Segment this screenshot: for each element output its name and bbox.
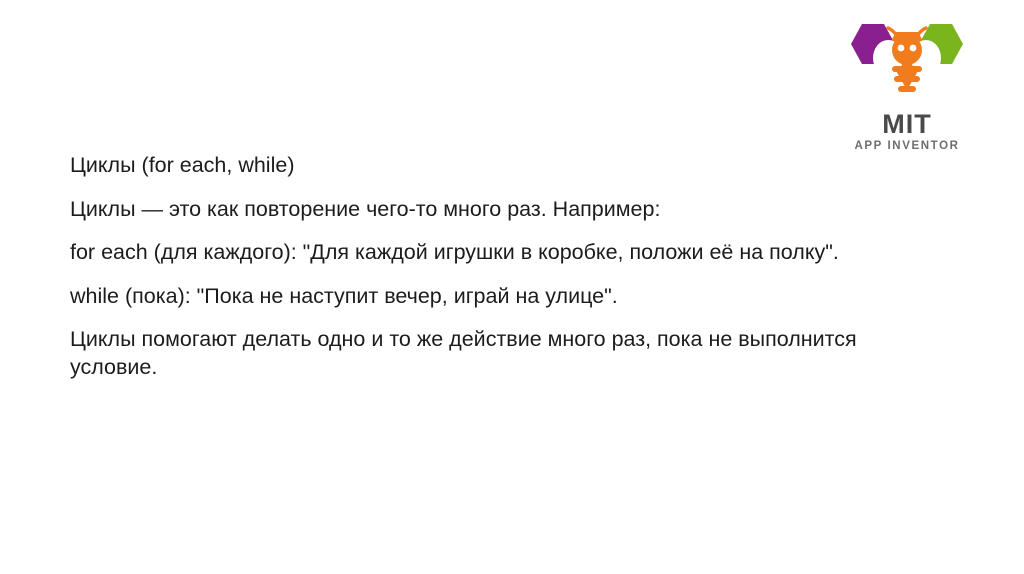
bee-stripe-1 bbox=[892, 66, 922, 72]
slide-heading: Циклы (for each, while) bbox=[70, 153, 295, 177]
slide-body bbox=[70, 152, 946, 381]
logo-title: MIT bbox=[882, 108, 932, 139]
mit-app-inventor-logo bbox=[832, 18, 982, 158]
paragraph-for-each: for each (для каждого): "Для каждой игрушки в коробке, положи её на полку". bbox=[70, 240, 839, 265]
bee-eye-left bbox=[898, 45, 905, 52]
logo-subtitle: APP INVENTOR bbox=[854, 139, 960, 152]
logo-wordmark bbox=[832, 108, 982, 153]
bee-stripe-3 bbox=[898, 86, 916, 92]
paragraph-summary: Циклы помогают делать одно и то же действие много раз, пока не выполнится условие. bbox=[70, 327, 857, 379]
bee-stripe-2 bbox=[894, 76, 920, 82]
bee-head bbox=[892, 35, 922, 65]
paragraph-while: while (пока): "Пока не наступит вечер, играй на улице". bbox=[70, 283, 618, 308]
bee-eye-right bbox=[910, 45, 917, 52]
paragraph-intro: Циклы — это как повторение чего-то много раз. Например: bbox=[70, 196, 661, 221]
